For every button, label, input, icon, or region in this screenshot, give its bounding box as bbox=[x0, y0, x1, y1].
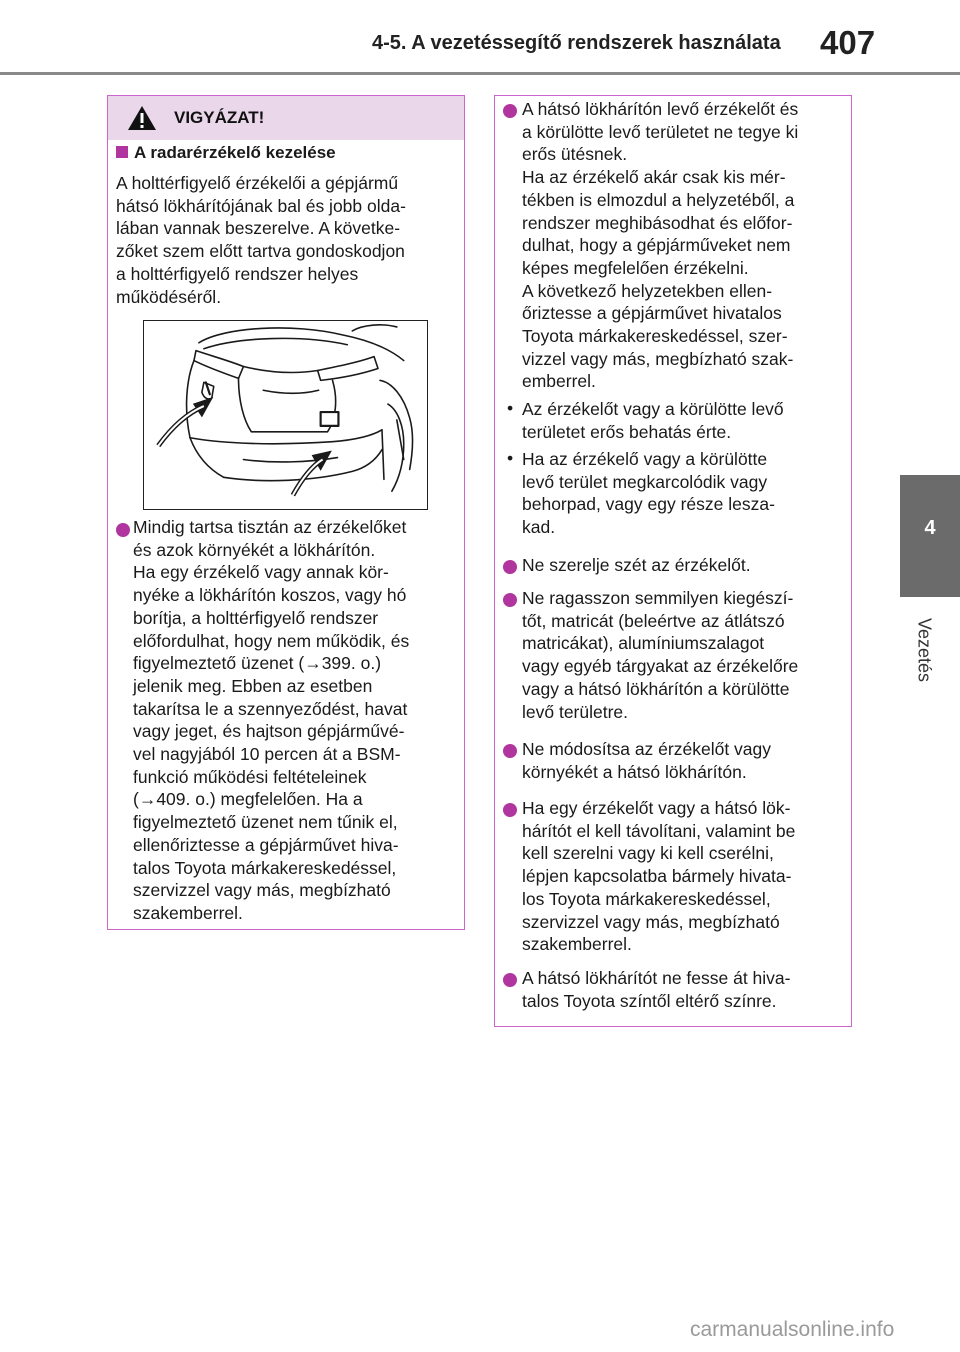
bullet-text: Ne ragasszon semmilyen kiegészí- tőt, matricát (beleértve az átlátszó matricákat), alumíniumszalagot vagy egyéb tárgyakat az érzékelőre vagy a hátsó lökhárítón a körülötte levő területre. bbox=[522, 588, 799, 722]
bullet-dot-icon bbox=[116, 523, 130, 537]
bullet-dot-icon bbox=[503, 803, 517, 817]
warning-label: VIGYÁZAT! bbox=[174, 108, 265, 127]
chapter-label-text: Vezetés bbox=[914, 617, 935, 683]
bullet-text: A hátsó lökhárítón levő érzékelőt és a körülötte levő területet ne tegye ki erős ütésnek. Ha az érzékelő akár csak kis mér- tékben is elmozdul a helyzetéből, a rendszer meghibásodhat és előfor- dulhat, hogy a gépjárműveket nem képes megfelelően érzékelni. A következő helyzetekben ellen- őriztesse a gépjárművet hivatalos Toyota márkakereskedéssel, szer- vizzel vagy más, megbízható szak- emberrel. bbox=[522, 99, 799, 392]
header-divider bbox=[0, 72, 960, 75]
section-header-title: 4-5. A vezetéssegítő rendszerek használata bbox=[372, 32, 781, 54]
chapter-tab bbox=[900, 475, 960, 597]
warning-box-left bbox=[107, 95, 465, 930]
watermark: carmanualsonline.info bbox=[690, 1318, 895, 1341]
warning-triangle-icon bbox=[127, 105, 157, 131]
warning-box-right bbox=[494, 95, 852, 1027]
chapter-number: 4 bbox=[924, 517, 936, 539]
sub-bullet-text: Az érzékelőt vagy a körülötte levő területet erős behatás érte. bbox=[522, 399, 784, 442]
bullet-dot-icon bbox=[503, 560, 517, 574]
page-number: 407 bbox=[820, 24, 876, 61]
section-title-text: A radarérzékelő kezelése bbox=[134, 143, 336, 162]
dash-bullet-icon: • bbox=[507, 398, 514, 418]
bullet-text: Ne szerelje szét az érzékelőt. bbox=[522, 555, 751, 575]
section-title bbox=[116, 143, 456, 163]
bullet-text: Ne módosítsa az érzékelőt vagy környékét a hátsó lökhárítón. bbox=[522, 739, 772, 782]
bullet-text: Mindig tartsa tisztán az érzékelőket és azok környékét a lökhárítón. Ha egy érzékelő vagy annak kör- nyéke a lökhárítón koszos, vagy hó borítja, a holttérfigyelő rendszer előfordulhat, hogy nem működik, és figyelmeztető üzenet (→399. o.) jelenik meg. Ebben az esetben takarítsa le a szennyeződést, havat vagy jeget, és hajtson gépjárművé- vel nagyjából 10 percen át a BSM- funkció működési feltételeinek (→409. o.) megfelelően. Ha a figyelmeztető üzenet nem tűnik el, ellenőriztesse a gépjárművet hiva- talos Toyota márkakereskedéssel, szervizzel vagy más, megbízható szakemberrel. bbox=[133, 517, 410, 923]
warning-header bbox=[108, 96, 464, 140]
intro-paragraph: A holttérfigyelő érzékelői a gépjármű hátsó lökhárítójának bal és jobb olda- lában vannak beszerelve. A követke- zőket szem előtt tartva gondoskodjon a holttérfigyelő rendszer helyes működéséről. bbox=[116, 173, 406, 307]
bullet-dot-icon bbox=[503, 593, 517, 607]
dash-bullet-icon: • bbox=[507, 448, 514, 468]
bullet-text: Ha egy érzékelőt vagy a hátsó lök- hárítót el kell távolítani, valamint be kell szerelni vagy ki kell cserélni, lépjen kapcsolatba bármely hivata- los Toyota márkakereskedéssel, szervizzel vagy más, megbízható szakemberrel. bbox=[522, 798, 796, 955]
chapter-label bbox=[894, 610, 954, 690]
bullet-text: A hátsó lökhárítót ne fesse át hiva- talos Toyota színtől eltérő színre. bbox=[522, 968, 791, 1011]
rear-bumper-illustration bbox=[143, 320, 428, 510]
sub-bullet-text: Ha az érzékelő vagy a körülötte levő terület megkarcolódik vagy behorpad, vagy egy része lesza- kad. bbox=[522, 449, 775, 538]
bullet-dot-icon bbox=[503, 104, 517, 118]
square-bullet-icon bbox=[116, 146, 128, 158]
bullet-dot-icon bbox=[503, 744, 517, 758]
bullet-dot-icon bbox=[503, 973, 517, 987]
